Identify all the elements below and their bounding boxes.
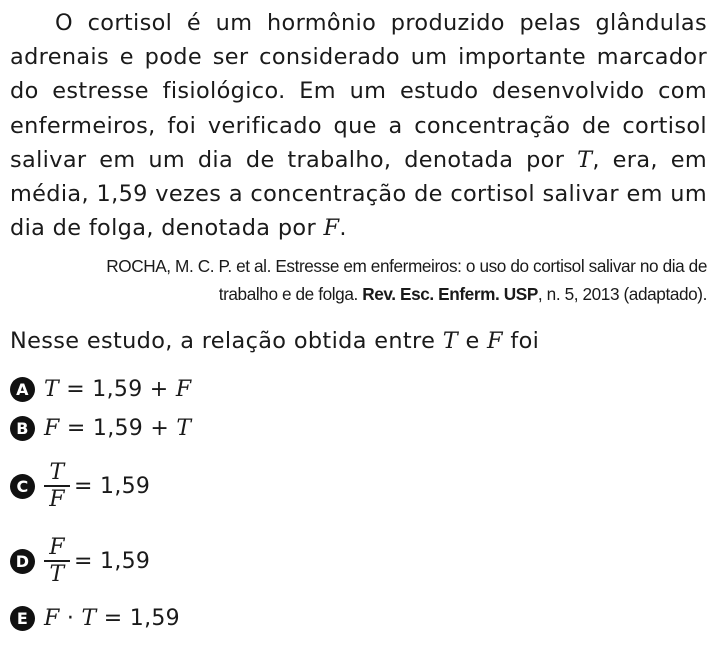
stem-variable-t: T: [442, 328, 458, 354]
option-e-mid: T: [81, 605, 97, 631]
option-c-numerator: T: [49, 460, 65, 486]
stem-variable-f: F: [487, 328, 503, 354]
option-d-numerator: F: [49, 535, 65, 561]
variable-t: T: [577, 146, 593, 173]
option-b-rhs: T: [176, 415, 192, 441]
option-letter-badge: A: [10, 377, 35, 402]
reference-journal: Rev. Esc. Enferm. USP: [362, 284, 538, 304]
option-d-denominator: T: [49, 561, 65, 587]
reference-citation: [60, 252, 707, 308]
reference-details: , n. 5, 2013 (adaptado).: [537, 284, 707, 304]
option-d-rhs: = 1,59: [74, 548, 151, 574]
option-letter-badge: B: [10, 416, 35, 441]
option-b-lhs: F: [44, 415, 60, 441]
option-b-operator: = 1,59 +: [59, 415, 177, 441]
option-a-lhs: T: [44, 376, 59, 402]
question-text: [10, 6, 707, 245]
stem-part-3: foi: [502, 328, 540, 354]
option-e-lhs: F: [44, 605, 60, 631]
option-e-rhs: = 1,59: [96, 605, 180, 631]
reference-authors: ROCHA, M. C. P. et al. Estresse em enfermeiros: o uso do cortisol salivar no dia de trabalho e de folga.: [106, 256, 707, 304]
option-letter-badge: C: [10, 474, 35, 499]
option-a[interactable]: [10, 374, 191, 404]
stem-part-2: e: [457, 328, 488, 354]
option-b[interactable]: [10, 413, 191, 443]
option-a-rhs: F: [175, 376, 192, 402]
option-c-denominator: F: [49, 486, 65, 512]
option-letter-badge: E: [10, 606, 35, 631]
option-e[interactable]: [10, 603, 180, 633]
option-d[interactable]: [10, 530, 150, 592]
question-stem: [10, 326, 539, 356]
option-c[interactable]: [10, 455, 150, 517]
option-c-fraction: [44, 460, 70, 512]
text-part-2: , era, em média, 1,59 vezes a concentração de cortisol salivar em um dia de folga, denotada por: [10, 146, 707, 242]
option-letter-badge: D: [10, 549, 35, 574]
option-a-operator: = 1,59 +: [58, 376, 176, 402]
text-part-1: O cortisol é um hormônio produzido pelas glândulas adrenais e pode ser considerado um importante marcador do estresse fisiológico. Em um estudo desenvolvido com enfermeiros, foi verificado que a concentração de cortisol salivar em um dia de trabalho, denotada por: [10, 10, 707, 173]
text-part-3: .: [339, 215, 347, 242]
stem-part-1: Nesse estudo, a relação obtida entre: [10, 328, 443, 354]
option-c-rhs: = 1,59: [74, 473, 151, 499]
variable-f: F: [323, 215, 340, 242]
option-e-operator: ·: [59, 605, 82, 631]
option-d-fraction: [44, 535, 70, 587]
